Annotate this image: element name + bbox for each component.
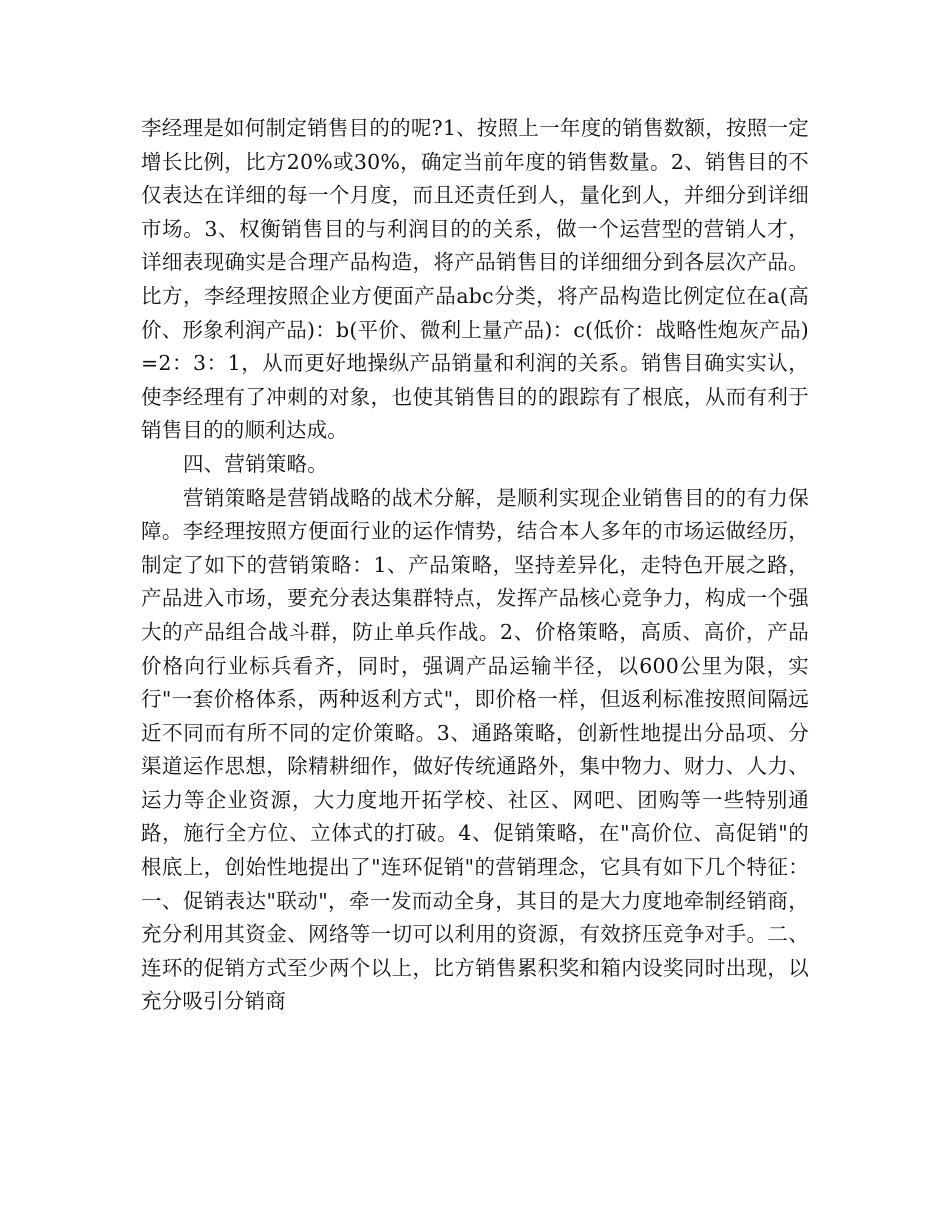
paragraph-marketing-strategy: 营销策略是营销战略的战术分解，是顺利实现企业销售目的的有力保障。李经理按照方便面行业的运作情势，结合本人多年的市场运做经历，制定了如下的营销策略：1、产品策略，坚持差异化，走特色开展之路，产品进入市场，要充分表达集群特点，发挥产品核心竞争力，构成一个强大的产品组合战斗群，防止单兵作战。2、价格策略，高质、高价，产品价格向行业标兵看齐，同时，强调产品运输半径，以600公里为限，实行"一套价格体系，两种返利方式"，即价格一样，但返利标准按照间隔远近不同而有所不同的定价策略。3、通路策略，创新性地提出分品项、分渠道运作思想，除精耕细作，做好传统通路外，集中物力、财力、人力、运力等企业资源，大力度地开拓学校、社区、网吧、团购等一些特别通路，施行全方位、立体式的打破。4、促销策略，在"高价位、高促销"的根底上，创始性地提出了"连环促销"的营销理念，它具有如下几个特征：一、促销表达"联动"，牵一发而动全身，其目的是大力度地牵制经销商，充分利用其资金、网络等一切可以利用的资源，有效挤压竞争对手。二、连环的促销方式至少两个以上，比方销售累积奖和箱内设奖同时出现，以充分吸引分销商	[141, 485, 809, 1014]
paragraph-sales-target: 李经理是如何制定销售目的的呢?1、按照上一年度的销售数额，按照一定增长比例，比方20%或30%，确定当前年度的销售数量。2、销售目的不仅表达在详细的每一个月度，而且还责任到人，量化到人，并细分到详细市场。3、权衡销售目的与利润目的的关系，做一个运营型的营销人才，详细表现确实是合理产品构造，将产品销售目的详细细分到各层次产品。比方，李经理按照企业方便面产品abc分类，将产品构造比例定位在a(高价、形象利润产品)：b(平价、微利上量产品)：c(低价：战略性炮灰产品)=2：3：1，从而更好地操纵产品销量和利润的关系。销售目确实实认，使李经理有了冲刺的对象，也使其销售目的的跟踪有了根底，从而有利于销售目的的顺利达成。	[141, 116, 809, 443]
section-heading-marketing-strategy: 四、营销策略。	[183, 451, 328, 476]
document-body	[141, 112, 809, 1019]
